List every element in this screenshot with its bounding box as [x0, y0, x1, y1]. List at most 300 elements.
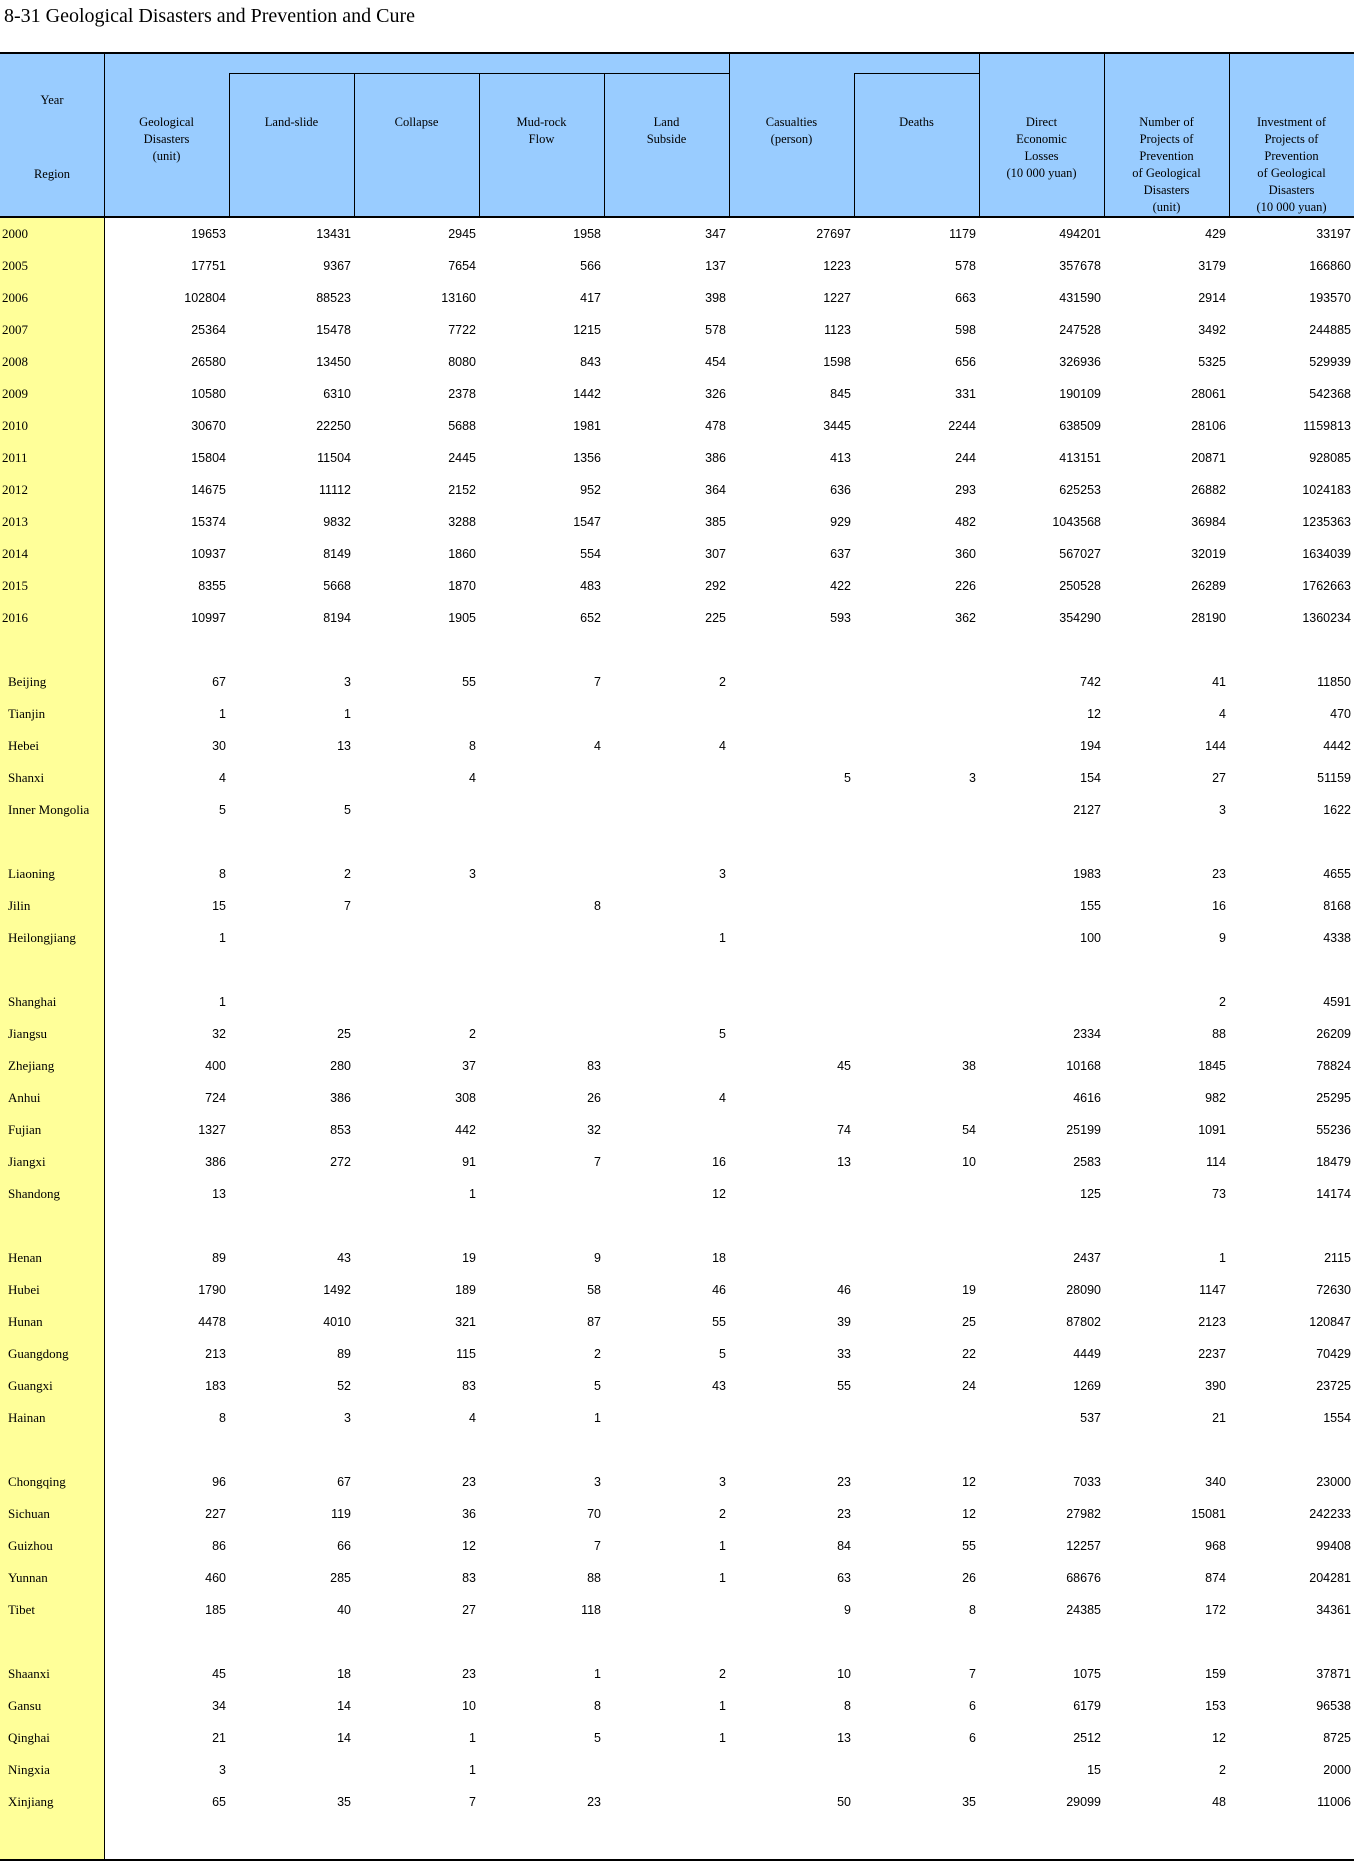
cell-investment: 34361 [1316, 1603, 1351, 1617]
cell-mud-rock-flow: 118 [581, 1603, 601, 1617]
cell-deaths [856, 986, 976, 1018]
cell-investment: 23000 [1316, 1475, 1351, 1489]
cell-geological-disasters: 400 [205, 1059, 226, 1073]
cell-casualties [731, 1082, 851, 1114]
cell-casualties [731, 730, 851, 762]
cell-number-of-projects: 48 [1212, 1795, 1226, 1809]
cell-geological-disasters: 8 [219, 867, 226, 881]
cell-number-of-projects: 874 [1205, 1571, 1226, 1585]
cell-land-subside: 12 [712, 1187, 726, 1201]
cell-direct-economic-losses: 2583 [1073, 1155, 1101, 1169]
cell-direct-economic-losses: 125 [1080, 1187, 1101, 1201]
cell-land-subside: 1 [719, 1699, 726, 1713]
cell-land-subside: 3 [719, 867, 726, 881]
cell-collapse: 4 [469, 1411, 476, 1425]
row-header-year: 2007 [2, 322, 28, 337]
cell-geological-disasters: 10580 [191, 387, 226, 401]
cell-direct-economic-losses: 28090 [1066, 1283, 1101, 1297]
cell-mud-rock-flow: 952 [580, 483, 601, 497]
cell-land-subside: 18 [712, 1251, 726, 1265]
cell-investment: 72630 [1316, 1283, 1351, 1297]
cell-mud-rock-flow: 7 [594, 1539, 601, 1553]
cell-direct-economic-losses: 29099 [1066, 1795, 1101, 1809]
cell-collapse: 27 [462, 1603, 476, 1617]
cell-investment: 23725 [1316, 1379, 1351, 1393]
column-divider [354, 73, 355, 217]
cell-landslide: 386 [330, 1091, 351, 1105]
cell-collapse: 7722 [448, 323, 476, 337]
cell-deaths: 578 [955, 259, 976, 273]
cell-direct-economic-losses: 247528 [1059, 323, 1101, 337]
row-header-region: Yunnan [8, 1570, 48, 1585]
cell-land-subside: 3 [719, 1475, 726, 1489]
cell-land-subside [606, 762, 726, 794]
cell-investment: 14174 [1316, 1187, 1351, 1201]
cell-number-of-projects: 1147 [1199, 1283, 1226, 1297]
cell-geological-disasters: 724 [205, 1091, 226, 1105]
cell-mud-rock-flow: 554 [580, 547, 601, 561]
cell-landslide [231, 762, 351, 794]
row-header-region: Shandong [8, 1186, 60, 1201]
cell-landslide: 272 [330, 1155, 351, 1169]
cell-landslide: 9832 [323, 515, 351, 529]
cell-collapse: 5688 [448, 419, 476, 433]
cell-mud-rock-flow: 87 [587, 1315, 601, 1329]
cell-direct-economic-losses: 7033 [1073, 1475, 1101, 1489]
cell-number-of-projects: 15081 [1191, 1507, 1226, 1521]
cell-landslide: 88523 [316, 291, 351, 305]
cell-number-of-projects: 968 [1205, 1539, 1226, 1553]
cell-number-of-projects: 3179 [1198, 259, 1226, 273]
header-year: Year [40, 93, 64, 107]
cell-direct-economic-losses: 413151 [1059, 451, 1101, 465]
cell-geological-disasters: 183 [205, 1379, 226, 1393]
cell-investment: 928085 [1309, 451, 1351, 465]
cell-direct-economic-losses: 1983 [1073, 867, 1101, 881]
cell-landslide [231, 986, 351, 1018]
cell-landslide: 1492 [323, 1283, 351, 1297]
cell-number-of-projects: 9 [1219, 931, 1226, 945]
cell-investment: 1024183 [1302, 483, 1351, 497]
cell-deaths [856, 666, 976, 698]
cell-casualties [731, 1018, 851, 1050]
cell-deaths [856, 698, 976, 730]
cell-casualties: 33 [837, 1347, 851, 1361]
cell-number-of-projects: 23 [1212, 867, 1226, 881]
cell-direct-economic-losses: 2437 [1073, 1251, 1101, 1265]
cell-deaths: 293 [955, 483, 976, 497]
cell-direct-economic-losses: 12257 [1066, 1539, 1101, 1553]
cell-deaths: 54 [962, 1123, 976, 1137]
cell-land-subside: 1 [719, 1539, 726, 1553]
cell-number-of-projects: 114 [1206, 1155, 1226, 1169]
cell-land-subside: 2 [719, 675, 726, 689]
cell-deaths: 6 [969, 1699, 976, 1713]
cell-number-of-projects: 2 [1219, 1763, 1226, 1777]
cell-mud-rock-flow [481, 794, 601, 826]
cell-land-subside: 2 [719, 1507, 726, 1521]
cell-land-subside [606, 1754, 726, 1786]
cell-number-of-projects: 1 [1219, 1251, 1226, 1265]
cell-casualties: 1123 [824, 323, 851, 337]
cell-deaths [856, 922, 976, 954]
cell-mud-rock-flow: 1 [594, 1667, 601, 1681]
cell-casualties: 413 [830, 451, 851, 465]
data-table [0, 52, 1354, 1861]
cell-landslide: 7 [344, 899, 351, 913]
cell-mud-rock-flow: 566 [580, 259, 601, 273]
cell-landslide: 14 [337, 1699, 351, 1713]
column-divider [979, 52, 980, 217]
page-title: 8-31 Geological Disasters and Prevention and Cure [4, 5, 416, 27]
cell-casualties: 637 [830, 547, 851, 561]
cell-direct-economic-losses: 431590 [1059, 291, 1101, 305]
cell-geological-disasters: 65 [212, 1795, 226, 1809]
cell-direct-economic-losses: 326936 [1059, 355, 1101, 369]
cell-collapse: 1905 [448, 611, 476, 625]
cell-landslide [231, 1178, 351, 1210]
cell-casualties [731, 1178, 851, 1210]
header-investment-of-projects: Investment of Projects of Prevention of Geological Disasters (10 000 yuan) [1256, 115, 1327, 214]
cell-landslide: 13 [337, 739, 351, 753]
column-divider [1104, 52, 1105, 217]
row-header-region: Hainan [8, 1410, 46, 1425]
cell-collapse: 7 [469, 1795, 476, 1809]
row-header-year: 2008 [2, 354, 28, 369]
cell-deaths: 22 [962, 1347, 976, 1361]
cell-geological-disasters: 3 [219, 1763, 226, 1777]
cell-geological-disasters: 25364 [191, 323, 226, 337]
cell-mud-rock-flow: 32 [587, 1123, 601, 1137]
column-divider [479, 73, 480, 217]
row-header-region: Guizhou [8, 1538, 53, 1553]
cell-mud-rock-flow: 9 [594, 1251, 601, 1265]
cell-deaths: 12 [962, 1507, 976, 1521]
cell-geological-disasters: 19653 [191, 227, 226, 241]
cell-deaths: 7 [969, 1667, 976, 1681]
cell-collapse [356, 890, 476, 922]
cell-collapse: 321 [455, 1315, 476, 1329]
cell-land-subside [606, 1594, 726, 1626]
cell-collapse: 55 [462, 675, 476, 689]
cell-deaths [856, 1082, 976, 1114]
cell-land-subside: 454 [705, 355, 726, 369]
cell-land-subside [606, 1050, 726, 1082]
cell-deaths: 8 [969, 1603, 976, 1617]
cell-casualties: 929 [830, 515, 851, 529]
row-header-region: Chongqing [8, 1474, 66, 1489]
cell-collapse: 1 [469, 1731, 476, 1745]
cell-deaths: 656 [955, 355, 976, 369]
cell-geological-disasters: 1 [219, 995, 226, 1009]
cell-mud-rock-flow: 23 [587, 1795, 601, 1809]
cell-number-of-projects: 2 [1219, 995, 1226, 1009]
cell-deaths [856, 1018, 976, 1050]
cell-deaths: 35 [962, 1795, 976, 1809]
cell-mud-rock-flow: 4 [594, 739, 601, 753]
cell-geological-disasters: 30670 [191, 419, 226, 433]
cell-geological-disasters: 227 [205, 1507, 226, 1521]
cell-geological-disasters: 1327 [198, 1123, 226, 1137]
cell-casualties [731, 698, 851, 730]
cell-investment: 26209 [1316, 1027, 1351, 1041]
cell-investment: 25295 [1316, 1091, 1351, 1105]
cell-geological-disasters: 15804 [191, 451, 226, 465]
cell-collapse [356, 986, 476, 1018]
cell-number-of-projects: 16 [1212, 899, 1226, 913]
cell-geological-disasters: 32 [212, 1027, 226, 1041]
cell-land-subside [606, 794, 726, 826]
cell-land-subside: 398 [705, 291, 726, 305]
row-header-region: Jiangxi [8, 1154, 46, 1169]
cell-number-of-projects: 340 [1205, 1475, 1226, 1489]
cell-land-subside: 578 [705, 323, 726, 337]
cell-geological-disasters: 14675 [191, 483, 226, 497]
column-divider [729, 52, 730, 217]
cell-investment: 4591 [1323, 995, 1351, 1009]
cell-casualties: 13 [837, 1731, 851, 1745]
cell-landslide: 6310 [323, 387, 351, 401]
cell-mud-rock-flow: 7 [594, 675, 601, 689]
cell-casualties [731, 890, 851, 922]
cell-mud-rock-flow: 1981 [573, 419, 601, 433]
cell-casualties: 1227 [823, 291, 851, 305]
column-divider [604, 73, 605, 217]
cell-land-subside: 46 [712, 1283, 726, 1297]
cell-number-of-projects: 159 [1205, 1667, 1226, 1681]
cell-investment: 1762663 [1302, 579, 1351, 593]
cell-landslide: 5668 [323, 579, 351, 593]
cell-number-of-projects: 982 [1205, 1091, 1226, 1105]
cell-casualties [731, 794, 851, 826]
cell-landslide: 11504 [317, 451, 351, 465]
cell-investment: 8168 [1323, 899, 1351, 913]
cell-landslide: 43 [337, 1251, 351, 1265]
cell-direct-economic-losses [981, 986, 1101, 1018]
row-header-region: Shaanxi [8, 1666, 50, 1681]
cell-deaths: 244 [955, 451, 976, 465]
cell-mud-rock-flow: 483 [580, 579, 601, 593]
cell-direct-economic-losses: 1075 [1073, 1667, 1101, 1681]
row-header-region: Qinghai [8, 1730, 50, 1745]
cell-investment: 2000 [1323, 1763, 1351, 1777]
cell-investment: 51159 [1317, 771, 1351, 785]
cell-direct-economic-losses: 25199 [1066, 1123, 1101, 1137]
cell-number-of-projects: 2914 [1198, 291, 1226, 305]
cell-landslide: 13450 [316, 355, 351, 369]
cell-land-subside: 347 [705, 227, 726, 241]
cell-casualties: 50 [837, 1795, 851, 1809]
cell-investment: 70429 [1316, 1347, 1351, 1361]
cell-investment: 529939 [1309, 355, 1351, 369]
cell-collapse: 189 [455, 1283, 476, 1297]
cell-investment: 1235363 [1302, 515, 1351, 529]
row-header-region: Heilongjiang [8, 930, 76, 945]
cell-mud-rock-flow: 3 [594, 1475, 601, 1489]
cell-deaths: 3 [969, 771, 976, 785]
cell-investment: 2115 [1324, 1251, 1351, 1265]
header-deaths: Deaths [899, 115, 934, 129]
cell-mud-rock-flow: 1356 [573, 451, 601, 465]
header-collapse: Collapse [394, 115, 439, 129]
row-header-region: Hunan [8, 1314, 43, 1329]
cell-landslide: 11112 [319, 483, 351, 497]
cell-landslide: 67 [337, 1475, 351, 1489]
cell-land-subside: 5 [719, 1347, 726, 1361]
cell-landslide: 8149 [323, 547, 351, 561]
header-region: Region [33, 167, 71, 181]
cell-landslide: 13431 [316, 227, 351, 241]
cell-mud-rock-flow [481, 1754, 601, 1786]
cell-number-of-projects: 26882 [1191, 483, 1226, 497]
row-header-year: 2000 [2, 226, 28, 241]
cell-mud-rock-flow [481, 1178, 601, 1210]
cell-landslide: 22250 [316, 419, 351, 433]
cell-collapse: 2 [469, 1027, 476, 1041]
cell-collapse [356, 794, 476, 826]
cell-collapse: 37 [462, 1059, 476, 1073]
cell-number-of-projects: 28106 [1191, 419, 1226, 433]
cell-casualties: 636 [830, 483, 851, 497]
cell-landslide: 2 [344, 867, 351, 881]
cell-number-of-projects: 32019 [1191, 547, 1226, 561]
column-divider [1229, 52, 1230, 217]
cell-casualties: 23 [837, 1507, 851, 1521]
cell-casualties: 84 [837, 1539, 851, 1553]
cell-deaths: 19 [962, 1283, 976, 1297]
cell-collapse: 308 [455, 1091, 476, 1105]
cell-land-subside: 4 [719, 1091, 726, 1105]
cell-investment: 99408 [1316, 1539, 1351, 1553]
cell-investment: 242233 [1309, 1507, 1351, 1521]
cell-number-of-projects: 36984 [1191, 515, 1226, 529]
cell-landslide: 14 [337, 1731, 351, 1745]
cell-landslide: 52 [337, 1379, 351, 1393]
header-land-subside: Land Subside [646, 115, 687, 146]
cell-collapse: 13160 [441, 291, 476, 305]
cell-investment: 55236 [1316, 1123, 1351, 1137]
cell-investment: 1554 [1323, 1411, 1351, 1425]
cell-geological-disasters: 5 [219, 803, 226, 817]
cell-deaths [856, 858, 976, 890]
cell-investment: 11006 [1317, 1795, 1351, 1809]
cell-number-of-projects: 172 [1205, 1603, 1226, 1617]
cell-landslide: 280 [330, 1059, 351, 1073]
cell-landslide: 853 [330, 1123, 351, 1137]
cell-mud-rock-flow [481, 858, 601, 890]
cell-mud-rock-flow: 1442 [573, 387, 601, 401]
cell-investment: 166860 [1309, 259, 1351, 273]
cell-casualties: 10 [837, 1667, 851, 1681]
cell-investment: 4442 [1323, 739, 1351, 753]
cell-land-subside: 1 [719, 931, 726, 945]
row-header-region: Fujian [8, 1122, 42, 1137]
cell-investment: 1360234 [1302, 611, 1351, 625]
cell-collapse: 1870 [448, 579, 476, 593]
header-geological-disasters: Geological Disasters (unit) [139, 115, 194, 163]
cell-deaths: 482 [955, 515, 976, 529]
cell-direct-economic-losses: 100 [1080, 931, 1101, 945]
row-header-region: Hubei [8, 1282, 40, 1297]
cell-land-subside: 292 [705, 579, 726, 593]
cell-collapse: 2945 [448, 227, 476, 241]
cell-landslide: 89 [337, 1347, 351, 1361]
cell-deaths [856, 794, 976, 826]
cell-collapse: 8 [469, 739, 476, 753]
row-header-region: Sichuan [8, 1506, 50, 1521]
cell-landslide: 35 [337, 1795, 351, 1809]
cell-casualties: 74 [837, 1123, 851, 1137]
row-header-year: 2013 [2, 514, 28, 529]
cell-number-of-projects: 144 [1205, 739, 1226, 753]
cell-casualties: 23 [837, 1475, 851, 1489]
cell-land-subside [606, 698, 726, 730]
cell-deaths [856, 730, 976, 762]
cell-casualties: 45 [837, 1059, 851, 1073]
cell-investment: 204281 [1309, 1571, 1351, 1585]
header-mud-rock-flow: Mud-rock Flow [516, 115, 567, 146]
cell-casualties [731, 1402, 851, 1434]
cell-land-subside: 326 [705, 387, 726, 401]
cell-mud-rock-flow: 652 [580, 611, 601, 625]
cell-direct-economic-losses: 155 [1080, 899, 1101, 913]
cell-collapse [356, 698, 476, 730]
table-bottom-rule [0, 1859, 1354, 1861]
cell-casualties: 39 [837, 1315, 851, 1329]
cell-investment: 11850 [1317, 675, 1351, 689]
cell-direct-economic-losses: 68676 [1066, 1571, 1101, 1585]
cell-direct-economic-losses: 250528 [1059, 579, 1101, 593]
cell-casualties: 13 [837, 1155, 851, 1169]
cell-casualties: 46 [837, 1283, 851, 1297]
cell-collapse: 36 [462, 1507, 476, 1521]
row-header-year: 2005 [2, 258, 28, 273]
cell-mud-rock-flow: 417 [580, 291, 601, 305]
cell-geological-disasters: 10997 [191, 611, 226, 625]
row-header-region: Liaoning [8, 866, 55, 881]
cell-geological-disasters: 213 [205, 1347, 226, 1361]
cell-direct-economic-losses: 4449 [1073, 1347, 1101, 1361]
cell-investment: 18479 [1316, 1155, 1351, 1169]
cell-mud-rock-flow: 70 [587, 1507, 601, 1521]
cell-number-of-projects: 21 [1212, 1411, 1226, 1425]
cell-landslide: 66 [337, 1539, 351, 1553]
cell-deaths: 362 [955, 611, 976, 625]
cell-land-subside: 1 [719, 1571, 726, 1585]
cell-direct-economic-losses: 154 [1080, 771, 1101, 785]
cell-deaths: 598 [955, 323, 976, 337]
cell-number-of-projects: 28061 [1191, 387, 1226, 401]
cell-landslide: 119 [331, 1507, 351, 1521]
cell-investment: 8725 [1323, 1731, 1351, 1745]
cell-number-of-projects: 3492 [1198, 323, 1226, 337]
cell-direct-economic-losses: 24385 [1066, 1603, 1101, 1617]
cell-collapse: 2152 [448, 483, 476, 497]
cell-land-subside: 5 [719, 1027, 726, 1041]
row-header-year: 2006 [2, 290, 28, 305]
cell-casualties: 9 [844, 1603, 851, 1617]
cell-geological-disasters: 8355 [198, 579, 226, 593]
cell-direct-economic-losses: 742 [1080, 675, 1101, 689]
cell-landslide: 285 [330, 1571, 351, 1585]
cell-number-of-projects: 4 [1219, 707, 1226, 721]
cell-deaths [856, 1754, 976, 1786]
cell-deaths [856, 1242, 976, 1274]
cell-investment: 1622 [1323, 803, 1351, 817]
cell-casualties: 593 [830, 611, 851, 625]
cell-landslide: 40 [337, 1603, 351, 1617]
cell-geological-disasters: 96 [212, 1475, 226, 1489]
